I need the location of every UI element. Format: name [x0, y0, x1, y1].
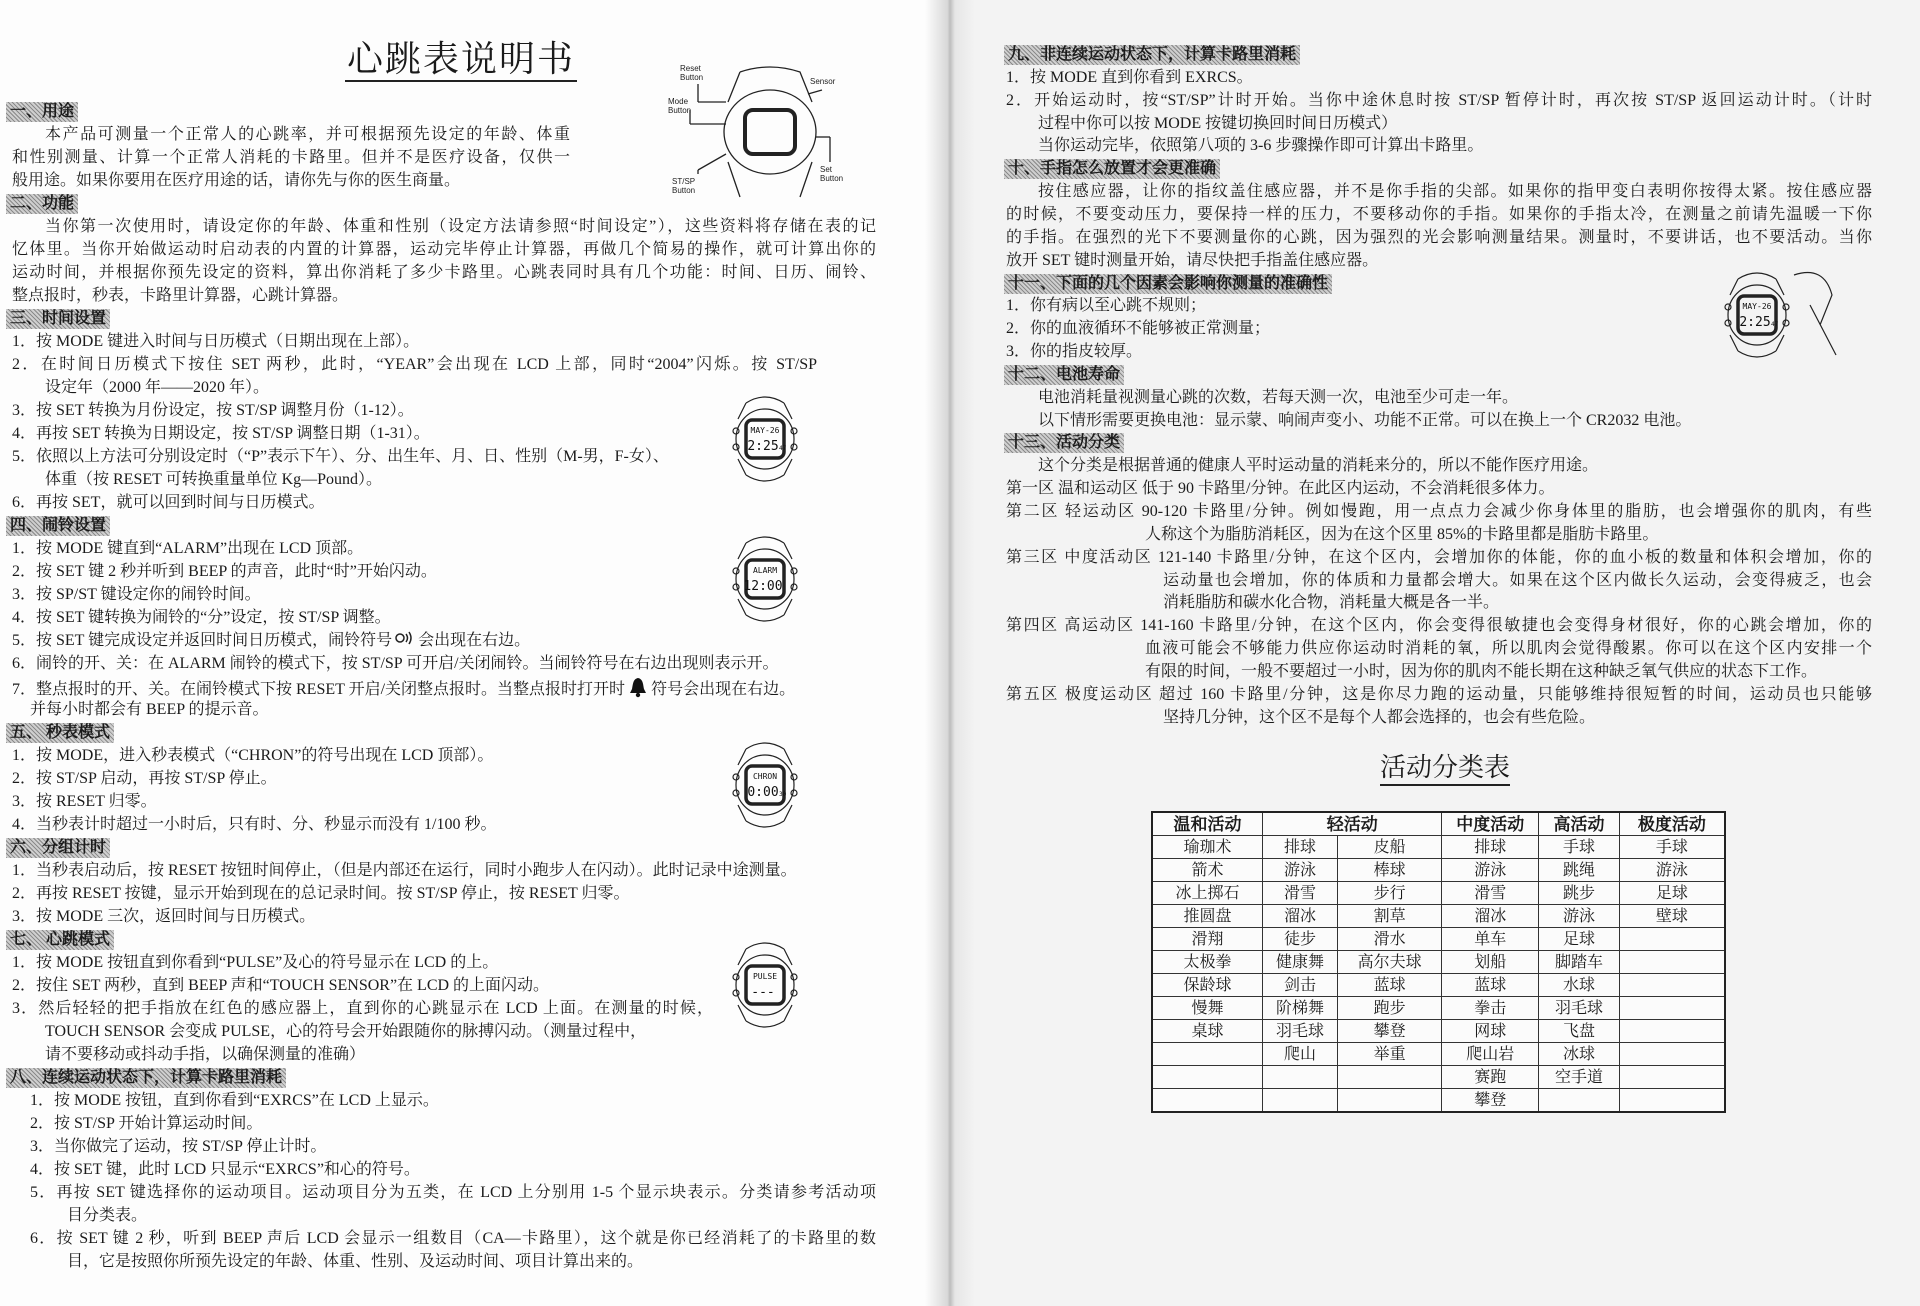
header-moderate: 中度活动: [1442, 812, 1539, 836]
lcd-main-text: ---: [751, 985, 775, 1000]
text-line: [12, 492, 324, 514]
table-cell: 棒球: [1337, 859, 1442, 882]
table-cell: 蓝球: [1442, 974, 1539, 997]
table-cell: 冰上掷石: [1152, 882, 1263, 905]
line-text: 人称这个为脂肪消耗区，因为在这个区里 85%的卡路里都是脂肪卡路里。: [1145, 525, 1659, 543]
lcd-main-text: 2:25: [1739, 315, 1771, 330]
line-text: 目分类表。: [67, 1207, 148, 1224]
table-cell: 皮船: [1337, 836, 1442, 859]
table-cell: 排球: [1442, 836, 1539, 859]
line-text: 3．按 MODE 三次，返回时间与日历模式。: [12, 908, 316, 925]
section-heading-label: 八、连续运动状态下，计算卡路里消耗: [6, 1068, 286, 1088]
text-line: [1006, 501, 1872, 523]
table-cell: 飞盘: [1539, 1020, 1620, 1043]
bell-icon: [628, 676, 648, 705]
lcd-main-text: 2:25: [747, 439, 779, 454]
header-high: 高活动: [1539, 812, 1620, 836]
table-cell: [1337, 1066, 1442, 1089]
table-cell: 溜冰: [1263, 905, 1338, 928]
section-heading-label: 七、 心跳模式: [6, 930, 114, 950]
line-text: 以下情形需要更换电池：显示蒙、响闹声变小、功能不正常。可以在换上一个 CR2032 电池。: [1038, 411, 1692, 429]
text-line: [1006, 181, 1872, 203]
text-line: [12, 331, 419, 353]
line-text: 2．你的血液循环不能够被正常测量；: [1006, 320, 1271, 338]
section-heading: [1004, 364, 1124, 386]
watch-chrono-display: [732, 735, 798, 840]
lcd-top-text: PULSE: [752, 972, 778, 981]
lcd-top-text: CHRON: [752, 772, 778, 781]
table-cell: 足球: [1539, 928, 1620, 951]
section-heading: [1004, 44, 1300, 66]
text-line: [1006, 227, 1872, 249]
line-text: 当你第一次使用时，请设定你的年龄、体重和性别（设定方法请参照“时间设定”），这些资料将存储在表的记: [45, 218, 876, 235]
text-line: [12, 814, 496, 836]
line-text: 1．按 MODE 按钮，直到你看到“EXRCS”在 LCD 上显示。: [30, 1092, 439, 1109]
table-cell: 羽毛球: [1263, 1020, 1338, 1043]
table-row: [1152, 1089, 1725, 1113]
table-cell: 排球: [1263, 836, 1338, 859]
text-line: [12, 584, 261, 606]
table-cell: 割草: [1337, 905, 1442, 928]
table-cell: 游泳: [1263, 859, 1338, 882]
line-text: 运动时间，并根据你预先设定的资料，算出你消耗了多少卡路里。心跳表同时具有几个功能：时间、日历、闹铃、: [12, 264, 876, 281]
stsp-button-label-2: Button: [672, 186, 696, 195]
text-line: [1163, 592, 1499, 614]
table-cell: 剑击: [1263, 974, 1338, 997]
text-line: [1145, 524, 1658, 546]
table-cell: 桌球: [1152, 1020, 1263, 1043]
text-line: [1006, 615, 1872, 637]
table-cell: 推圆盘: [1152, 905, 1263, 928]
text-line: [30, 1159, 420, 1181]
table-row: [1152, 859, 1725, 882]
line-text: 2．按 ST/SP 开始计算运动时间。: [30, 1115, 263, 1132]
line-text: 2．按 ST/SP 启动，再按 ST/SP 停止。: [12, 770, 277, 787]
section-heading-label: 一、用途: [6, 102, 78, 122]
line-text: 3．然后轻轻的把手指放在红色的感应器上，直到你的心跳显示在 LCD 上面。在测量的时候，: [12, 1000, 713, 1017]
text-line: [12, 676, 795, 698]
table-cell: 羽毛球: [1539, 997, 1620, 1020]
lcd-small-text: 30: [779, 791, 787, 798]
text-line: [12, 906, 315, 928]
table-cell: 拳击: [1442, 997, 1539, 1020]
activity-table-title: 活动分类表: [1380, 752, 1510, 786]
table-cell: [1152, 1066, 1263, 1089]
text-line: [45, 377, 269, 399]
table-cell: 瑜珈术: [1152, 836, 1263, 859]
table-cell: 赛跑: [1442, 1066, 1539, 1089]
table-cell: 太极拳: [1152, 951, 1263, 974]
text-line: [1006, 250, 1378, 272]
text-line: [12, 239, 876, 261]
table-cell: [1337, 1089, 1442, 1113]
section-heading: [6, 1067, 286, 1089]
line-text: 第二区 轻运动区 90-120 卡路里/分钟。例如慢跑，用一点点力会减少你身体里的脂肪，也会增强你的肌肉，有些: [1006, 503, 1872, 520]
table-cell: 箭术: [1152, 859, 1263, 882]
text-line: [1163, 570, 1872, 592]
table-cell: [1619, 1089, 1725, 1113]
text-line: [12, 860, 797, 882]
line-text-after-icon: 符号会出现在右边。: [651, 681, 796, 699]
table-cell: 滑雪: [1263, 882, 1338, 905]
table-cell: [1152, 1043, 1263, 1066]
stsp-button-label: ST/SP: [672, 177, 696, 186]
line-text: 5．依照以上方法可分别设定时（“P”表示下午）、分、出生年、月、日、性别（M-男，F-女）、: [12, 448, 669, 465]
line-text: 第五区 极度运动区 超过 160 卡路里/分钟，这是你尽力跑的运动量，只能够维持很短暂的时间，运动员也只能够: [1006, 685, 1872, 703]
text-line: [1145, 661, 1817, 683]
watch-button-diagram: [660, 62, 845, 202]
text-line: [30, 1182, 876, 1204]
table-cell: 攀登: [1337, 1020, 1442, 1043]
header-light: 轻活动: [1263, 812, 1442, 836]
table-cell: 溜冰: [1442, 905, 1539, 928]
table-cell: 保龄球: [1152, 974, 1263, 997]
text-line: [1145, 638, 1872, 660]
text-line: [12, 768, 277, 790]
section-heading: [6, 308, 110, 330]
text-line: [1006, 410, 1691, 432]
table-cell: 壁球: [1619, 905, 1725, 928]
section-heading: [6, 837, 110, 859]
section-heading-label: 五、 秒表模式: [6, 723, 114, 743]
table-cell: 冰球: [1539, 1043, 1620, 1066]
text-line: [12, 630, 530, 652]
text-line: [67, 1205, 147, 1227]
line-text-after-icon: 会出现在右边。: [418, 632, 531, 649]
line-text: 6．闹铃的开、关：在 ALARM 闹铃的模式下，按 ST/SP 可开启/关闭闹铃。当闹铃符号在右边出现则表示开。: [12, 655, 779, 672]
table-cell: 跳步: [1539, 882, 1620, 905]
table-cell: [1263, 1089, 1338, 1113]
text-line: [1006, 318, 1270, 340]
text-line: [1006, 684, 1872, 706]
watch-alarm-display: [732, 529, 798, 634]
line-text: 放开 SET 键时测量开始，请尽快把手指盖住感应器。: [1006, 251, 1379, 269]
line-text: 坚持几分钟，这个区不是每个人都会选择的，也会有些危险。: [1163, 708, 1596, 726]
table-row: [1152, 997, 1725, 1020]
text-line: [12, 354, 817, 376]
line-text: 5．按 SET 键完成设定并返回时间日历模式，闹铃符号: [12, 632, 393, 649]
line-text: TOUCH SENSOR 会变成 PULSE，心的符号会开始跟随你的脉搏闪动。（测量过程中，: [45, 1023, 647, 1040]
text-line: [1006, 204, 1872, 226]
line-text: 4．再按 SET 转换为日期设定，按 ST/SP 调整日期（1-31）。: [12, 425, 430, 442]
section-heading: [1004, 432, 1124, 454]
section-heading-label: 十二、电池寿命: [1004, 365, 1124, 385]
table-header-row: [1152, 812, 1725, 836]
section-heading: [1004, 273, 1332, 295]
line-text: 消耗脂肪和碳水化合物，消耗量大概是各一半。: [1163, 594, 1500, 612]
header-mild: 温和活动: [1152, 812, 1263, 836]
section-heading-label: 三、时间设置: [6, 309, 110, 329]
table-cell: [1619, 1043, 1725, 1066]
text-line: [1038, 135, 1483, 157]
text-line: [12, 446, 669, 468]
table-cell: 高尔夫球: [1337, 951, 1442, 974]
line-text: 4．按 SET 键，此时 LCD 只显示“EXRCS”和心的符号。: [30, 1161, 420, 1178]
table-cell: 举重: [1337, 1043, 1442, 1066]
table-cell: 爬山岩: [1442, 1043, 1539, 1066]
line-text: 7．整点报时的开、关。在闹铃模式下按 RESET 开启/关闭整点报时。当整点报时打开时: [12, 681, 626, 699]
text-line: [67, 1251, 643, 1273]
mode-button-label: Mode: [668, 97, 689, 106]
table-cell: [1619, 928, 1725, 951]
table-row: [1152, 928, 1725, 951]
text-line: [1006, 387, 1518, 409]
lcd-top-text: MAY-26: [1742, 302, 1772, 311]
text-line: [30, 699, 269, 721]
table-row: [1152, 905, 1725, 928]
line-text: 这个分类是根据普通的健康人平时运动量的消耗来分的，所以不能作医疗用途。: [1038, 457, 1599, 475]
table-cell: [1263, 1066, 1338, 1089]
line-text: 过程中你可以按 MODE 按键切换回时间日历模式）: [1038, 114, 1398, 132]
line-text: 1．你有病以至心跳不规则；: [1006, 297, 1207, 315]
lcd-small-text: 47: [779, 445, 787, 452]
line-text: 有限的时间，一般不要超过一小时，因为你的肌肉不能长期在这种缺乏氧气供应的状态下工作。: [1145, 662, 1818, 680]
text-line: [12, 170, 460, 192]
table-cell: 空手道: [1539, 1066, 1620, 1089]
table-cell: [1539, 1089, 1620, 1113]
line-text: 第一区 温和运动区 低于 90 卡路里/分钟。在此区内运动，不会消耗很多体力。: [1006, 480, 1555, 498]
line-text: 3．你的指皮较厚。: [1006, 343, 1143, 361]
text-line: [1006, 455, 1598, 477]
line-text: 4．按 SET 键转换为闹铃的“分”设定，按 ST/SP 调整。: [12, 609, 391, 626]
table-cell: 水球: [1539, 974, 1620, 997]
section-heading: [6, 929, 114, 951]
table-cell: 滑水: [1337, 928, 1442, 951]
reset-button-label-2: Button: [680, 73, 704, 82]
line-text: 第三区 中度活动区 121-140 卡路里/分钟，在这个区内，会增加你的体能，你的血小板的数量和体积会增加，你的: [1006, 548, 1872, 566]
line-text: 6．再按 SET，就可以回到时间与日历模式。: [12, 494, 325, 511]
section-heading-label: 九、非连续运动状态下，计算卡路里消耗: [1004, 45, 1300, 65]
table-cell: 阶梯舞: [1263, 997, 1338, 1020]
line-text: 般用途。如果你要用在医疗用途的话，请你先与你的医生商量。: [12, 172, 461, 189]
table-cell: [1619, 951, 1725, 974]
line-text: 2．在时间日历模式下按住 SET 两秒，此时，“YEAR”会出现在 LCD 上部，同时“2004”闪烁。按 ST/SP: [12, 356, 817, 373]
table-cell: 足球: [1619, 882, 1725, 905]
line-text: 设定年（2000 年——2020 年）。: [45, 379, 270, 396]
line-text: 当你运动完毕，依照第八项的 3-6 步骤操作即可计算出卡路里。: [1038, 137, 1484, 155]
line-text: 整点报时，秒表，卡路里计算器，心跳计算器。: [12, 287, 349, 304]
table-cell: 脚踏车: [1539, 951, 1620, 974]
table-cell: 徒步: [1263, 928, 1338, 951]
mode-button-label-2: Button: [668, 106, 692, 115]
table-cell: 游泳: [1539, 905, 1620, 928]
table-cell: 步行: [1337, 882, 1442, 905]
text-line: [1163, 707, 1595, 729]
table-row: [1152, 1020, 1725, 1043]
table-cell: 划船: [1442, 951, 1539, 974]
activity-classification-table: [1151, 811, 1726, 1113]
section-heading-label: 四、闹铃设置: [6, 516, 110, 536]
line-text: 2．开始运动时，按“ST/SP”计时开始。当你中途休息时按 ST/SP 暂停计时，再次按 ST/SP 返回运动计时。（计时: [1006, 91, 1872, 109]
section-heading-label: 十三、活动分类: [1004, 433, 1124, 453]
text-line: [12, 883, 630, 905]
line-text: 体重（按 RESET 可转换重量单位 Kg—Pound）。: [45, 471, 383, 488]
table-cell: 游泳: [1442, 859, 1539, 882]
text-line: [30, 1228, 876, 1250]
text-line: [1006, 67, 1253, 89]
section-heading: [6, 101, 78, 123]
line-text: 和性别测量、计算一个正常人消耗的卡路里。但并不是医疗设备，仅供一: [12, 149, 570, 166]
line-text: 运动量也会增加，你的体质和力量都会增大。如果在这个区内做长久运动，会变得疲乏，也会: [1163, 571, 1872, 589]
text-line: [30, 1090, 439, 1112]
lcd-top-text: MAY-26: [750, 426, 780, 435]
text-line: [30, 1113, 262, 1135]
set-button-label: Set: [820, 165, 833, 174]
table-row: [1152, 951, 1725, 974]
table-row: [1152, 882, 1725, 905]
alarm-symbol-icon: [395, 630, 415, 652]
line-text: 6．按 SET 键 2 秒，听到 BEEP 声后 LCD 会显示一组数目（CA—卡路里），这个就是你已经消耗了的卡路里的数: [30, 1230, 876, 1247]
line-text: 3．按 SP/ST 键设定你的闹铃时间。: [12, 586, 261, 603]
lcd-main-text: 12:00: [743, 579, 783, 594]
table-cell: 手球: [1619, 836, 1725, 859]
lcd-top-text: ALARM: [752, 566, 778, 575]
sensor-label: Sensor: [810, 77, 836, 86]
text-line: [12, 538, 363, 560]
text-line: [12, 791, 157, 813]
page-gutter: [925, 0, 975, 1306]
table-cell: [1619, 1020, 1725, 1043]
table-cell: 单车: [1442, 928, 1539, 951]
table-cell: 网球: [1442, 1020, 1539, 1043]
line-text: 1．按 MODE 直到你看到 EXRCS。: [1006, 68, 1253, 86]
text-line: [1038, 113, 1397, 135]
text-line: [12, 124, 570, 146]
text-line: [30, 1136, 326, 1158]
table-cell: [1619, 1066, 1725, 1089]
text-line: [12, 998, 713, 1020]
line-text: 1．当秒表启动后，按 RESET 按钮时间停止，（但是内部还在运行，同时小跑步人在闪动）。此时记录中途测量。: [12, 862, 797, 879]
watch-pulse-display: [732, 935, 798, 1040]
line-text: 3．按 SET 转换为月份设定，按 ST/SP 调整月份（1-12）。: [12, 402, 414, 419]
line-text: 1．按 MODE 键进入时间与日历模式（日期出现在上部）。: [12, 333, 420, 350]
section-heading: [6, 515, 110, 537]
table-cell: [1619, 974, 1725, 997]
line-text: 5．再按 SET 键选择你的运动项目。运动项目分为五类，在 LCD 上分别用 1-5 个显示块表示。分类请参考活动项: [30, 1184, 876, 1201]
line-text: 1．按 MODE，进入秒表模式（“CHRON”的符号出现在 LCD 顶部）。: [12, 747, 494, 764]
line-text: 2．按住 SET 两秒，直到 BEEP 声和“TOUCH SENSOR”在 LCD 的上面闪动。: [12, 977, 550, 994]
line-text: 2．再按 RESET 按键，显示开始到现在的总记录时间。按 ST/SP 停止，按 RESET 归零。: [12, 885, 630, 902]
line-text: 第四区 高运动区 141-160 卡路里/分钟，在这个区内，你会变得很敏捷也会变得身材很好，你的心跳会增加，你的: [1006, 617, 1872, 635]
line-text: 目，它是按照你所预先设定的年龄、体重、性别、及运动时间、项目计算出来的。: [67, 1253, 644, 1270]
line-text: 忆体里。当你开始做运动时启动表的内置的计算器，运动完毕停止计算器，再做几个简易的操作，就可计算出你的: [12, 241, 876, 258]
text-line: [12, 423, 430, 445]
line-text: 请不要移动或抖动手指，以确保测量的准确）: [45, 1046, 366, 1063]
section-heading-label: 十、手指怎么放置才会更准确: [1004, 159, 1220, 179]
table-cell: 游泳: [1619, 859, 1725, 882]
text-line: [12, 147, 570, 169]
watch-time-display: [732, 389, 798, 494]
text-line: [12, 561, 437, 583]
text-line: [45, 469, 382, 491]
text-line: [1006, 295, 1206, 317]
section-heading: [6, 193, 78, 215]
line-text: 3．按 RESET 归零。: [12, 793, 157, 810]
document-title: 心跳表说明书: [345, 38, 577, 82]
section-heading: [1004, 158, 1220, 180]
table-cell: 爬山: [1263, 1043, 1338, 1066]
table-cell: 滑翔: [1152, 928, 1263, 951]
line-text: 血液可能会不够能力供应你运动时消耗的氧，所以肌肉会觉得酸累。你可以在这个区内安排一个: [1145, 640, 1872, 658]
watch-finger-on-sensor: [1724, 265, 1839, 375]
line-text: 1．按 MODE 按钮直到你看到“PULSE”及心的符号显示在 LCD 的上。: [12, 954, 499, 971]
line-text: 的时候，不要变动压力，要保持一样的压力，不要移动你的手指。如果你的手指太冷，在测量之前请先温暖一下你: [1006, 205, 1872, 223]
line-text: 本产品可测量一个正常人的心跳率，并可根据预先设定的年龄、体重: [45, 126, 570, 143]
text-line: [12, 216, 876, 238]
section-heading-label: 二、功能: [6, 194, 78, 214]
set-button-label-2: Button: [820, 174, 844, 183]
table-cell: 手球: [1539, 836, 1620, 859]
table-cell: 慢舞: [1152, 997, 1263, 1020]
table-row: [1152, 1043, 1725, 1066]
table-cell: [1619, 997, 1725, 1020]
table-cell: [1152, 1089, 1263, 1113]
text-line: [12, 607, 391, 629]
header-extreme: 极度活动: [1619, 812, 1725, 836]
line-text: 按住感应器，让你的指纹盖住感应器，并不是你手指的尖部。如果你的指甲变白表明你按得太紧。按住感应器: [1038, 183, 1872, 201]
text-line: [12, 285, 348, 307]
line-text: 1．按 MODE 键直到“ALARM”出现在 LCD 顶部。: [12, 540, 364, 557]
table-cell: 跳绳: [1539, 859, 1620, 882]
text-line: [45, 1044, 365, 1066]
line-text: 2．按 SET 键 2 秒并听到 BEEP 的声音，此时“时”开始闪动。: [12, 563, 437, 580]
text-line: [1006, 90, 1872, 112]
text-line: [1006, 478, 1554, 500]
table-row: [1152, 1066, 1725, 1089]
table-cell: 健康舞: [1263, 951, 1338, 974]
text-line: [1006, 341, 1142, 363]
table-cell: 跑步: [1337, 997, 1442, 1020]
text-line: [12, 952, 498, 974]
line-text: 3．当你做完了运动，按 ST/SP 停止计时。: [30, 1138, 327, 1155]
table-row: [1152, 836, 1725, 859]
reset-button-label: Reset: [680, 64, 701, 73]
line-text: 4．当秒表计时超过一小时后，只有时、分、秒显示而没有 1/100 秒。: [12, 816, 497, 833]
line-text: 并每小时都会有 BEEP 的提示音。: [30, 701, 269, 718]
lcd-small-text: 47: [1771, 321, 1779, 328]
text-line: [12, 400, 414, 422]
lcd-main-text: 0:00: [747, 785, 779, 800]
text-line: [12, 975, 549, 997]
table-cell: 攀登: [1442, 1089, 1539, 1113]
section-heading-label: 十一、下面的几个因素会影响你测量的准确性: [1004, 274, 1332, 294]
section-heading-label: 六、分组计时: [6, 838, 110, 858]
line-text: 电池消耗量视测量心跳的次数，若每天测一次，电池至少可走一年。: [1038, 388, 1519, 406]
text-line: [12, 262, 876, 284]
table-cell: 滑雪: [1442, 882, 1539, 905]
text-line: [12, 653, 779, 675]
table-cell: 蓝球: [1337, 974, 1442, 997]
text-line: [12, 745, 493, 767]
text-line: [45, 1021, 646, 1043]
line-text: 的手指。在强烈的光下不要测量你的心跳，因为强烈的光会影响测量结果。测量时，不要讲话，也不要活动。当你: [1006, 228, 1872, 246]
text-line: [1006, 547, 1872, 569]
section-heading: [6, 722, 114, 744]
table-row: [1152, 974, 1725, 997]
